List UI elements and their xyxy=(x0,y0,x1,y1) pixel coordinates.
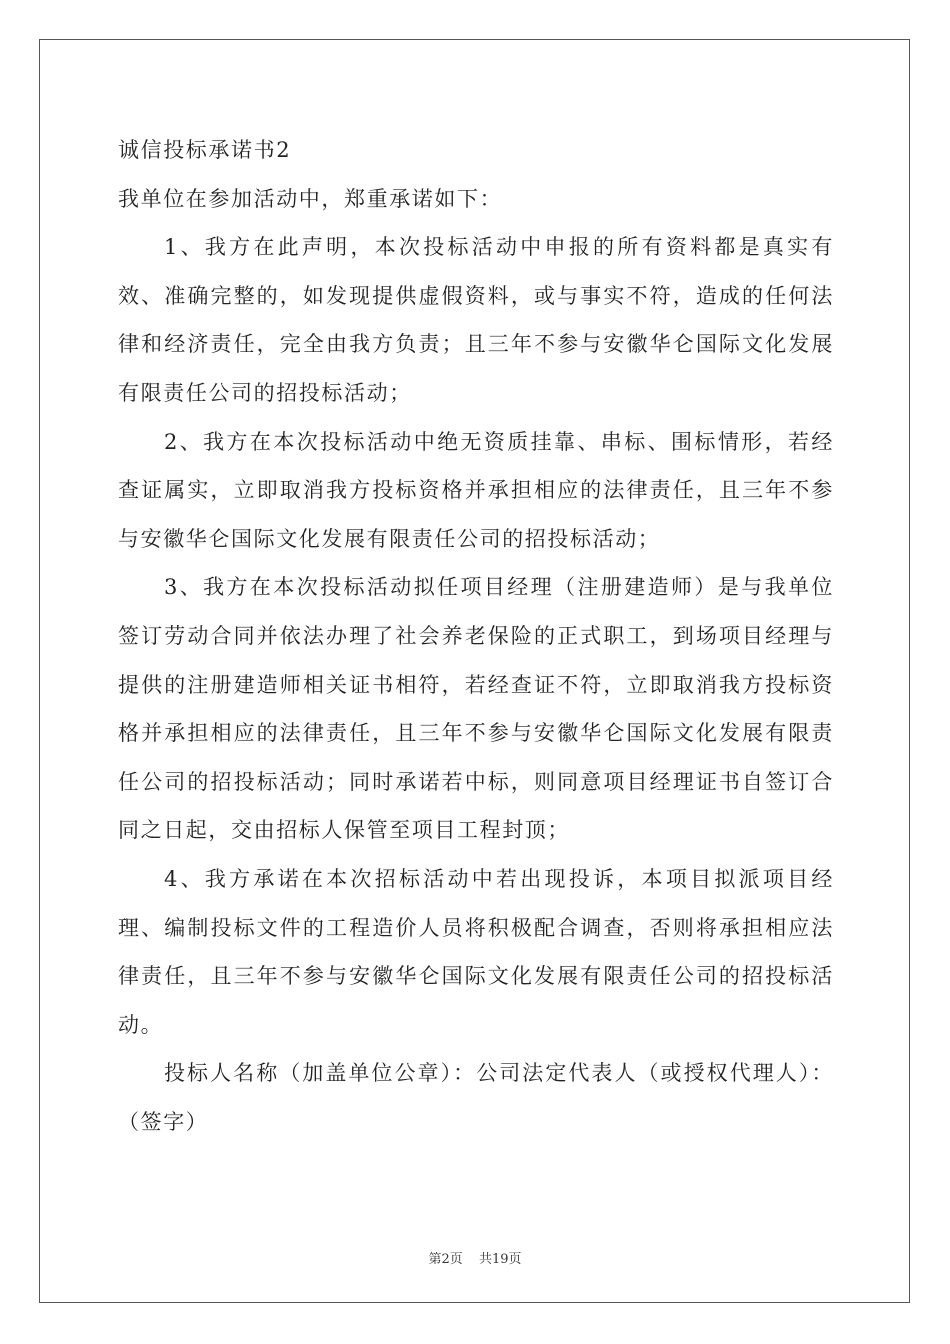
document-body xyxy=(118,126,834,1146)
page-number: 第2页 xyxy=(428,1252,463,1267)
commitment-item-1: 1、我方在此声明，本次投标活动中申报的所有资料都是真实有效、准确完整的，如发现提供虚假资料，或与事实不符，造成的任何法律和经济责任，完全由我方负责；且三年不参与安徽华仑国际文化发展有限责任公司的招投标活动； xyxy=(118,235,834,405)
document-title: 诚信投标承诺书2 xyxy=(118,138,292,162)
commitment-item-4: 4、我方承诺在本次招标活动中若出现投诉，本项目拟派项目经理、编制投标文件的工程造价人员将积极配合调查，否则将承担相应法律责任，且三年不参与安徽华仑国际文化发展有限责任公司的招投标活动。 xyxy=(118,866,834,1037)
page-total: 共19页 xyxy=(478,1252,522,1267)
commitment-item-2: 2、我方在本次投标活动中绝无资质挂靠、串标、围标情形，若经查证属实，立即取消我方投标资格并承担相应的法律责任，且三年不参与安徽华仑国际文化发展有限责任公司的招投标活动； xyxy=(118,429,834,551)
commitment-item-3: 3、我方在本次投标活动拟任项目经理（注册建造师）是与我单位签订劳动合同并依法办理了社会养老保险的正式职工，到场项目经理与提供的注册建造师相关证书相符，若经查证不符，立即取消我方投标资格并承担相应的法律责任，且三年不参与安徽华仑国际文化发展有限责任公司的招投标活动；同时承诺若中标，则同意项目经理证书自签订合同之日起，交由招标人保管至项目工程封顶； xyxy=(118,575,834,843)
intro-paragraph: 我单位在参加活动中，郑重承诺如下： xyxy=(118,186,503,211)
signature-line: 投标人名称（加盖单位公章）：公司法定代表人（或授权代理人）：（签字） xyxy=(118,1061,834,1134)
page-footer xyxy=(0,1248,950,1267)
